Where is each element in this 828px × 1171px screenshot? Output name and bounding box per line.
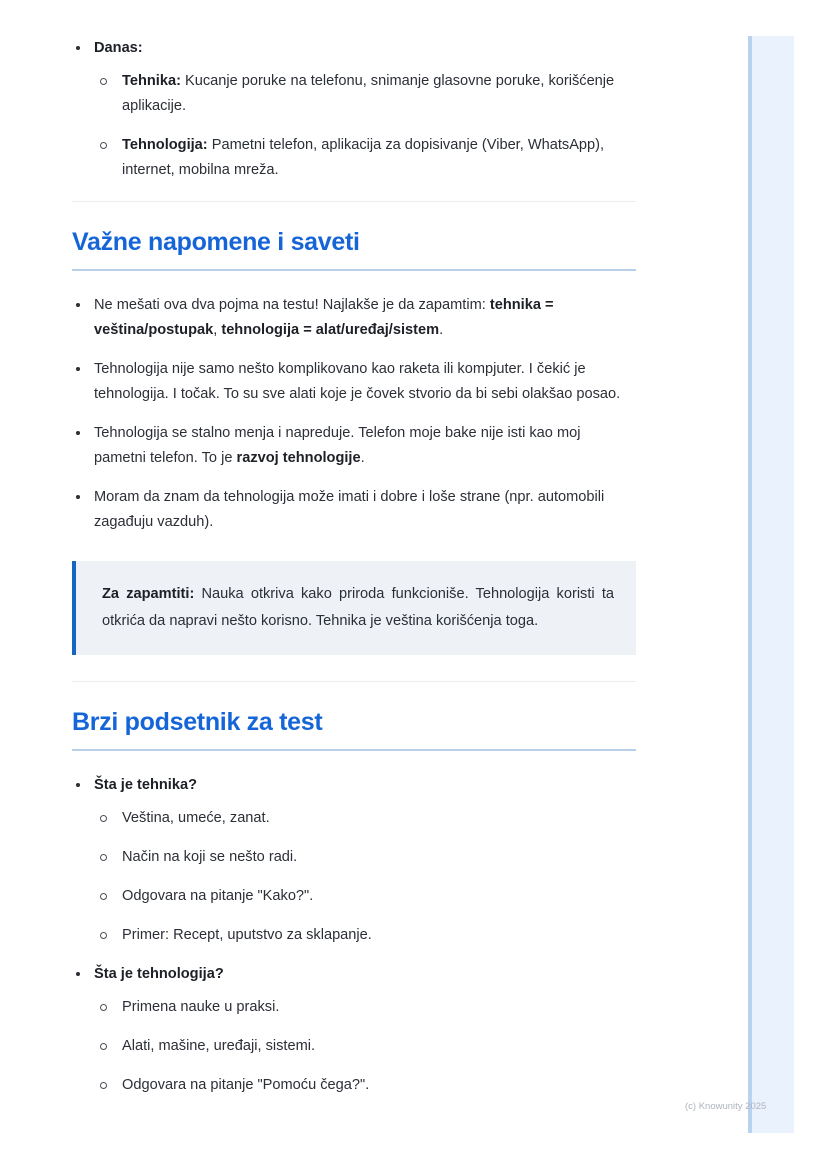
list-item: Način na koji se nešto radi. bbox=[94, 845, 636, 870]
rich-text: Moram da znam da tehnologija može imati i dobre i loše strane (npr. automobili zagađuju vazduh). bbox=[94, 488, 605, 530]
right-scroll-panel[interactable] bbox=[748, 36, 794, 1133]
question-label: Šta je tehnologija? bbox=[94, 965, 224, 982]
rich-text: Tehnologija se stalno menja i napreduje. Telefon moje bake nije isti kao moj pametni telefon. To je razvoj tehnologije. bbox=[94, 424, 581, 466]
section-divider bbox=[72, 201, 636, 202]
nested-list bbox=[94, 69, 636, 183]
remember-callout bbox=[72, 561, 636, 655]
section-heading-underline bbox=[72, 749, 636, 751]
list-item bbox=[94, 69, 636, 119]
nested-list bbox=[94, 995, 636, 1098]
recap-list bbox=[72, 773, 636, 1098]
list-item bbox=[72, 421, 636, 471]
list-item: Alati, mašine, uređaji, sistemi. bbox=[94, 1034, 636, 1059]
top-list bbox=[72, 36, 636, 183]
term-label: Tehnika: bbox=[122, 73, 181, 89]
list-item bbox=[72, 293, 636, 343]
term-text: Kucanje poruke na telefonu, snimanje glasovne poruke, korišćenje aplikacije. bbox=[122, 73, 615, 114]
list-item bbox=[94, 133, 636, 183]
question-label: Šta je tehnika? bbox=[94, 776, 197, 793]
list-item bbox=[72, 962, 636, 1098]
section-heading-notes: Važne napomene i saveti bbox=[72, 228, 360, 256]
section-heading-underline bbox=[72, 269, 636, 271]
list-item: Primena nauke u praksi. bbox=[94, 995, 636, 1020]
list-item: Odgovara na pitanje "Kako?". bbox=[94, 884, 636, 909]
list-item bbox=[72, 36, 636, 183]
list-item: Veština, umeće, zanat. bbox=[94, 806, 636, 831]
list-item bbox=[72, 773, 636, 948]
notes-list bbox=[72, 293, 636, 535]
rich-text: Tehnologija nije samo nešto komplikovano kao raketa ili kompjuter. I čekić je tehnologija. I točak. To su sve alati koje je čovek stvorio da bi sebi olakšao posao. bbox=[94, 360, 621, 402]
section-heading-recap: Brzi podsetnik za test bbox=[72, 707, 323, 736]
term-text: Pametni telefon, aplikacija za dopisivanje (Viber, WhatsApp), internet, mobilna mreža. bbox=[122, 137, 605, 178]
nested-list bbox=[94, 806, 636, 948]
list-item bbox=[72, 357, 636, 407]
term-label: Tehnologija: bbox=[122, 137, 208, 153]
rich-text: Ne mešati ova dva pojma na testu! Najlakše je da zapamtim: tehnika = veština/postupak, tehnologija = alat/uređaj/sistem. bbox=[94, 296, 554, 338]
section-divider bbox=[72, 681, 636, 682]
list-item: Odgovara na pitanje "Pomoću čega?". bbox=[94, 1073, 636, 1098]
callout-lead: Za zapamtiti: bbox=[102, 585, 195, 602]
copyright-watermark: (c) Knowunity 2025 bbox=[685, 1101, 767, 1112]
callout-text: Nauka otkriva kako priroda funkcioniše. Tehnologija koristi ta otkrića da napravi nešto korisno. Tehnika je veština korišćenja toga. bbox=[102, 585, 614, 629]
list-item-label: Danas: bbox=[94, 40, 143, 56]
document-content bbox=[72, 36, 636, 1112]
list-item: Primer: Recept, uputstvo za sklapanje. bbox=[94, 923, 636, 948]
list-item bbox=[72, 485, 636, 535]
